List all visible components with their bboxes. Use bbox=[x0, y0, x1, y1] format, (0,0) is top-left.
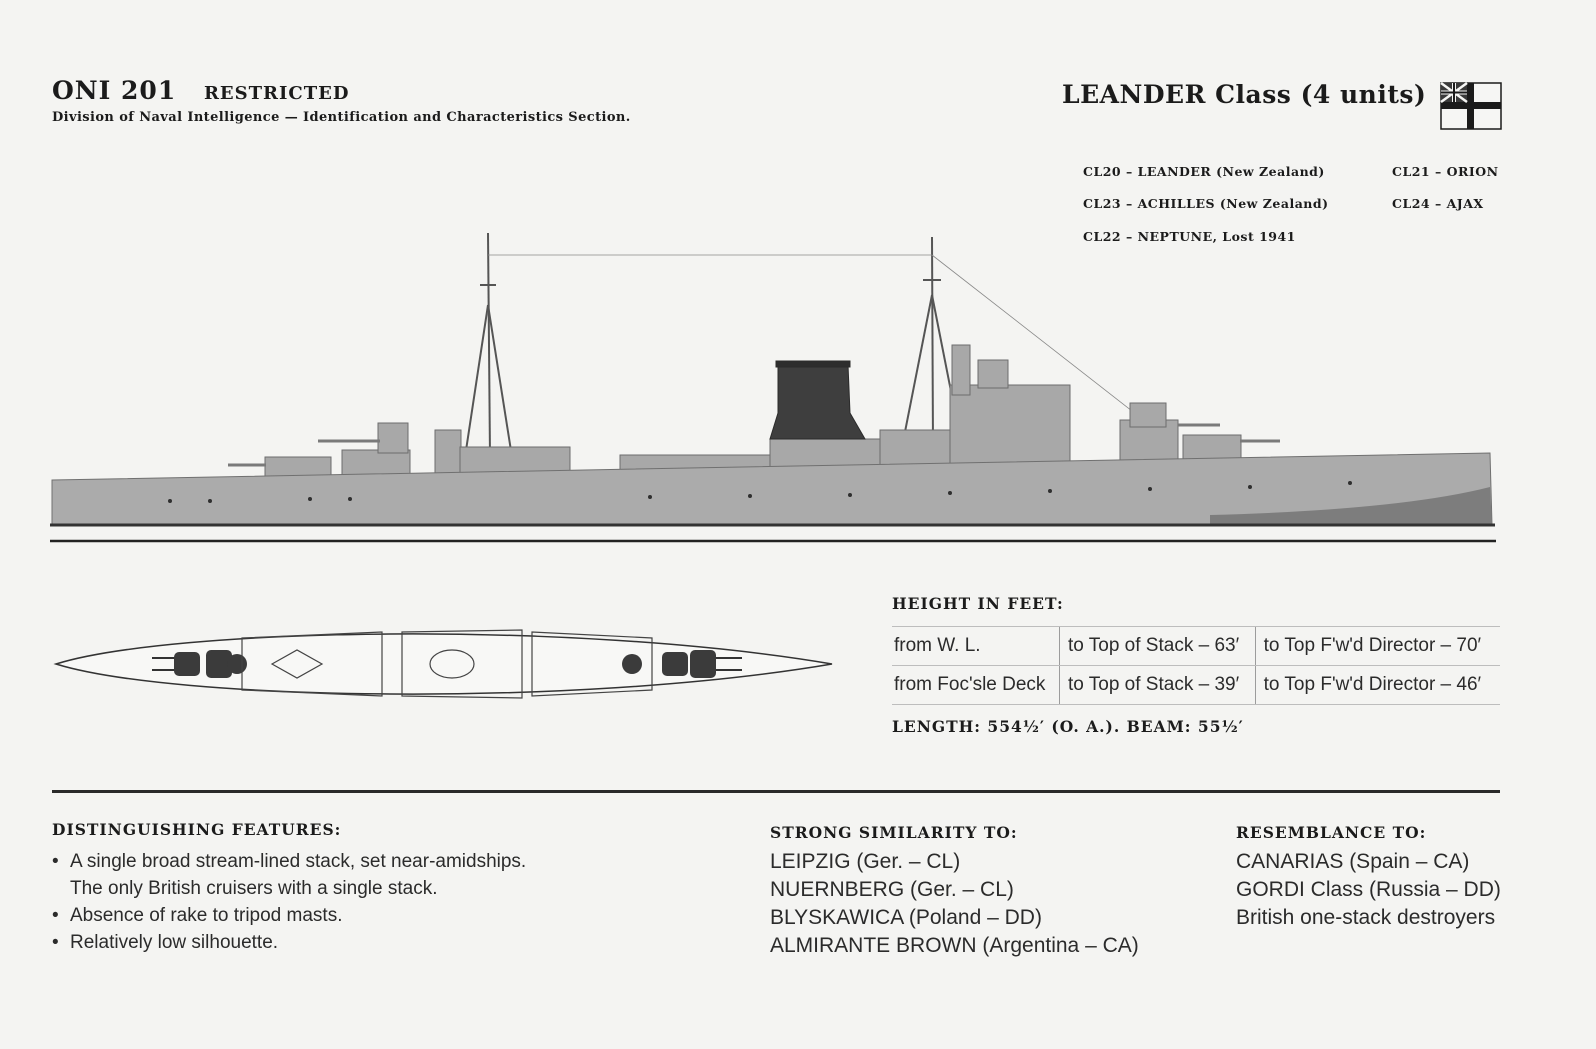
doc-number: ONI 201 bbox=[52, 76, 177, 105]
similarity-title: STRONG SIMILARITY TO: bbox=[770, 823, 1018, 842]
list-item: BLYSKAWICA (Poland – DD) bbox=[770, 906, 1042, 929]
list-item: • Relatively low silhouette. bbox=[52, 929, 526, 956]
table-row bbox=[892, 627, 1500, 666]
height-director: to Top F'w'd Director – 70′ bbox=[1255, 627, 1500, 666]
features-title: DISTINGUISHING FEATURES: bbox=[52, 820, 342, 839]
height-section-title: HEIGHT IN FEET: bbox=[892, 594, 1064, 613]
resemblance-list bbox=[1236, 848, 1501, 932]
profile-masts bbox=[465, 233, 962, 457]
height-director: to Top F'w'd Director – 46′ bbox=[1255, 666, 1500, 705]
class-name: LEANDER bbox=[1062, 80, 1206, 109]
class-title bbox=[1062, 80, 1426, 109]
height-ref: from W. L. bbox=[892, 627, 1059, 666]
restricted-label: RESTRICTED bbox=[203, 83, 350, 104]
table-row bbox=[892, 666, 1500, 705]
list-item: ALMIRANTE BROWN (Argentina – CA) bbox=[770, 934, 1139, 957]
features-list bbox=[52, 848, 526, 956]
height-stack: to Top of Stack – 63′ bbox=[1059, 627, 1255, 666]
list-item: • Absence of rake to tripod masts. bbox=[52, 902, 526, 929]
list-item: NUERNBERG (Ger. – CL) bbox=[770, 878, 1014, 901]
bullet-icon: • bbox=[52, 851, 59, 872]
white-ensign-icon bbox=[1440, 82, 1502, 130]
height-stack: to Top of Stack – 39′ bbox=[1059, 666, 1255, 705]
unit-neptune: CL22 – NEPTUNE, Lost 1941 bbox=[1083, 229, 1296, 244]
list-item: GORDI Class (Russia – DD) bbox=[1236, 878, 1501, 901]
ship-plan-drawing bbox=[52, 622, 837, 704]
similarity-list bbox=[770, 848, 1139, 960]
length-beam: LENGTH: 554½′ (O. A.). BEAM: 55½′ bbox=[892, 717, 1244, 736]
section-divider bbox=[52, 790, 1500, 793]
ship-profile-drawing bbox=[50, 225, 1500, 550]
resemblance-title: RESEMBLANCE TO: bbox=[1236, 823, 1427, 842]
document-id bbox=[52, 76, 349, 105]
class-suffix: Class (4 units) bbox=[1215, 80, 1427, 109]
list-item: CANARIAS (Spain – CA) bbox=[1236, 850, 1470, 873]
height-ref: from Foc'sle Deck bbox=[892, 666, 1059, 705]
unit-orion: CL21 – ORION bbox=[1392, 164, 1499, 179]
height-table bbox=[892, 626, 1500, 705]
division-subtitle: Division of Naval Intelligence — Identification and Characteristics Section. bbox=[52, 110, 631, 125]
bullet-icon: • bbox=[52, 905, 59, 926]
bullet-icon: • bbox=[52, 932, 59, 953]
list-item: • A single broad stream-lined stack, set near-amidships. bbox=[52, 848, 526, 875]
list-item: The only British cruisers with a single stack. bbox=[70, 878, 438, 899]
unit-achilles: CL23 – ACHILLES (New Zealand) bbox=[1083, 196, 1329, 211]
list-item: British one-stack destroyers bbox=[1236, 906, 1496, 929]
list-item: LEIPZIG (Ger. – CL) bbox=[770, 850, 961, 873]
unit-ajax: CL24 – AJAX bbox=[1392, 196, 1484, 211]
unit-leander: CL20 – LEANDER (New Zealand) bbox=[1083, 164, 1325, 179]
profile-stack bbox=[770, 361, 865, 439]
